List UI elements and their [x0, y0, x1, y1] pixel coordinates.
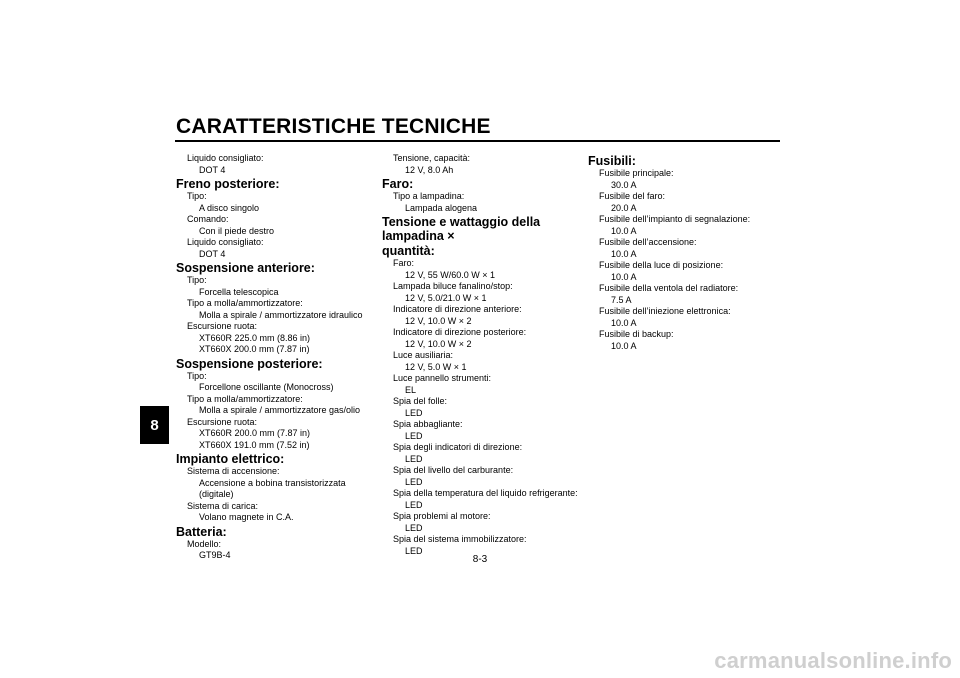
spec-label: Spia abbagliante:	[393, 419, 463, 429]
section-heading: Freno posteriore:	[176, 177, 280, 191]
spec-label: Spia del folle:	[393, 396, 448, 406]
spec-label: Modello:	[187, 538, 222, 549]
spec-value: LED	[405, 407, 423, 418]
spec-value: XT660R 225.0 mm (8.86 in)	[199, 332, 311, 343]
spec-value: 10.0 A	[611, 248, 637, 259]
spec-value: Molla a spirale / ammortizzatore idraulico	[199, 309, 363, 320]
spec-value: XT660R 200.0 mm (7.87 in)	[199, 428, 311, 438]
spec-label: Indicatore di direzione anteriore:	[393, 304, 522, 314]
spec-label: Spia degli indicatori di direzione:	[393, 442, 523, 452]
spec-value: (digitale)	[199, 489, 234, 499]
spec-value: XT660X 200.0 mm (7.87 in)	[199, 344, 310, 354]
spec-label: Spia problemi al motore:	[393, 511, 491, 521]
spec-value: 10.0 A	[611, 225, 637, 236]
section-heading: quantità:	[382, 244, 435, 258]
title-underline	[175, 140, 780, 142]
section-heading: Impianto elettrico:	[176, 452, 285, 466]
spec-column-1	[176, 153, 376, 562]
spec-value: LED	[405, 522, 423, 533]
chapter-tab[interactable]: 8	[140, 406, 169, 444]
spec-label: Spia della temperatura del liquido refrigerante:	[393, 488, 578, 498]
spec-value: Con il piede destro	[199, 225, 275, 236]
spec-label: Escursione ruota:	[187, 321, 258, 331]
spec-value: LED	[405, 430, 423, 441]
spec-label: Luce pannello strumenti:	[393, 373, 492, 383]
spec-value: 12 V, 55 W/60.0 W × 1	[405, 269, 495, 280]
spec-value: 12 V, 8.0 Ah	[405, 164, 454, 175]
section-heading: Sospensione anteriore:	[176, 261, 315, 275]
spec-label: Tipo a lampadina:	[393, 191, 465, 201]
spec-value: LED	[405, 545, 423, 556]
spec-value: 12 V, 10.0 W × 2	[405, 315, 472, 326]
footer-watermark: carmanualsonline.info	[714, 648, 952, 673]
spec-value: Forcellone oscillante (Monocross)	[199, 382, 334, 392]
spec-value: LED	[405, 499, 423, 510]
section-heading: Tensione e wattaggio della lampadina ×	[382, 215, 541, 243]
spec-value: Molla a spirale / ammortizzatore gas/olio	[199, 405, 361, 415]
section-heading: Batteria:	[176, 524, 227, 539]
spec-label: Fusibile dell’accensione:	[599, 237, 697, 247]
spec-value: 12 V, 10.0 W × 2	[405, 338, 472, 349]
spec-label: Tipo a molla/ammortizzatore:	[187, 393, 303, 404]
spec-label: Sistema di accensione:	[187, 466, 280, 476]
spec-value: Lampada alogena	[405, 202, 478, 213]
spec-label: Spia del livello del carburante:	[393, 465, 514, 475]
spec-label: Tipo:	[187, 370, 207, 381]
spec-label: Tipo a molla/ammortizzatore:	[187, 298, 303, 308]
spec-label: Lampada biluce fanalino/stop:	[393, 281, 513, 291]
spec-value: Volano magnete in C.A.	[199, 512, 294, 522]
spec-label: Tipo:	[187, 275, 207, 285]
spec-label: Liquido consigliato:	[187, 153, 264, 163]
spec-value: EL	[405, 384, 417, 395]
spec-label: Sistema di carica:	[187, 500, 259, 511]
spec-label: Fusibile dell’impianto di segnalazione:	[599, 214, 751, 224]
section-heading: Fusibili:	[588, 154, 636, 168]
spec-label: Fusibile di backup:	[599, 329, 674, 339]
spec-label: Indicatore di direzione posteriore:	[393, 327, 527, 337]
spec-label: Fusibile della luce di posizione:	[599, 260, 724, 270]
spec-value: A disco singolo	[199, 202, 260, 213]
spec-label: Liquido consigliato:	[187, 237, 264, 247]
spec-value: 12 V, 5.0 W × 1	[405, 361, 467, 372]
spec-label: Fusibile dell’iniezione elettronica:	[599, 306, 731, 316]
spec-label: Fusibile della ventola del radiatore:	[599, 283, 739, 293]
spec-value: 10.0 A	[611, 317, 637, 328]
page-title: CARATTERISTICHE TECNICHE	[176, 115, 491, 138]
spec-value: DOT 4	[199, 248, 226, 259]
spec-label: Fusibile del faro:	[599, 191, 666, 201]
spec-value: XT660X 191.0 mm (7.52 in)	[199, 439, 310, 450]
spec-value: Accensione a bobina transistorizzata	[199, 477, 346, 488]
spec-label: Escursione ruota:	[187, 416, 258, 427]
spec-value: DOT 4	[199, 164, 226, 175]
spec-column-2	[382, 153, 587, 557]
spec-value: LED	[405, 453, 423, 464]
section-heading: Faro:	[382, 177, 414, 191]
spec-column-3	[588, 153, 778, 352]
spec-value: 7.5 A	[611, 294, 632, 305]
spec-label: Fusibile principale:	[599, 168, 674, 178]
spec-label: Faro:	[393, 258, 415, 268]
spec-value: 10.0 A	[611, 340, 637, 351]
spec-value: 30.0 A	[611, 179, 637, 190]
spec-label: Tipo:	[187, 191, 207, 201]
spec-label: Luce ausiliaria:	[393, 350, 454, 360]
spec-value: 10.0 A	[611, 271, 637, 282]
spec-value: Forcella telescopica	[199, 286, 279, 297]
spec-value: GT9B-4	[199, 550, 231, 560]
section-heading: Sospensione posteriore:	[176, 356, 323, 371]
spec-label: Comando:	[187, 214, 229, 224]
spec-value: 20.0 A	[611, 202, 637, 213]
spec-value: LED	[405, 476, 423, 487]
spec-label: Tensione, capacità:	[393, 153, 471, 163]
spec-value: 12 V, 5.0/21.0 W × 1	[405, 292, 487, 303]
spec-label: Spia del sistema immobilizzatore:	[393, 534, 527, 544]
page-number: 8-3	[472, 554, 488, 565]
